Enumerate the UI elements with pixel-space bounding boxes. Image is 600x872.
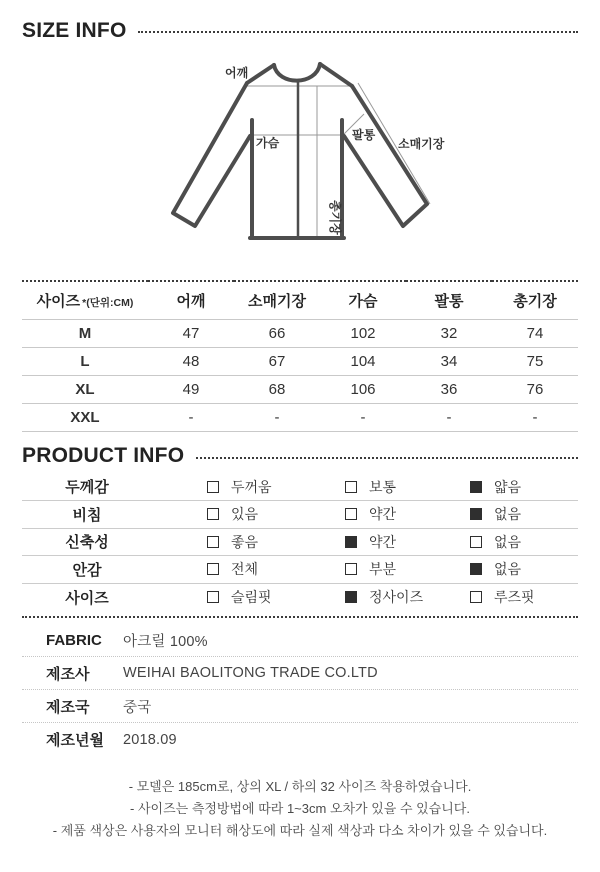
sleeve-length-label: 소매기장 [398,137,445,151]
product-info-row-label: 비침 [72,506,102,524]
size-value-cell: 34 [440,352,458,370]
product-info-option [290,477,415,497]
manufacture-value: 중국 [123,699,152,716]
checkbox-unchecked-icon [345,563,357,575]
product-info-row-label: 두께감 [65,479,109,497]
checkbox-checked-icon [470,563,482,575]
size-value-cell: 36 [440,380,458,398]
product-info-option [290,532,415,552]
product-info-option [415,504,578,524]
option-label: 약간 [369,533,397,550]
shoulder-label: 어깨 [225,66,249,80]
option-label: 두꺼움 [231,478,272,495]
option-label: 약간 [369,506,397,523]
size-value-cell: 66 [268,324,286,342]
unit-note: *(단위:CM) [82,296,134,309]
size-name-cell: XXL [70,408,100,426]
size-value-cell: - [360,408,366,426]
dotted-divider [138,31,578,33]
product-info-row [22,501,578,529]
option-label: 좋음 [231,533,259,550]
option-label: 없음 [494,561,522,578]
size-value-cell: 76 [526,380,544,398]
option-label: 보통 [369,478,397,495]
size-value-cell: 74 [526,324,544,342]
size-value-cell: 49 [182,380,200,398]
checkbox-unchecked-icon [207,536,219,548]
product-info-title: PRODUCT INFO [22,444,185,467]
product-info-option [152,559,290,579]
option-label: 슬림핏 [231,589,272,606]
checkbox-unchecked-icon [345,508,357,520]
size-value-cell: - [188,408,194,426]
column-header-chest: 가슴 [348,292,378,310]
size-info-header [22,16,578,45]
size-value-cell: - [532,408,538,426]
checkbox-checked-icon [470,508,482,520]
size-table-row [22,319,578,347]
checkbox-unchecked-icon [470,591,482,603]
size-header-text: 사이즈 [36,292,81,310]
manufacture-row [22,723,578,756]
dotted-divider [196,457,578,459]
product-info-row [22,556,578,584]
option-label: 있음 [231,506,259,523]
option-label: 정사이즈 [369,589,424,606]
size-value-cell: - [274,408,280,426]
option-label: 얇음 [494,478,522,495]
arm-width-label: 팔통 [352,128,376,142]
manufacture-row [22,624,578,657]
product-info-option [152,477,290,497]
checkbox-checked-icon [470,481,482,493]
product-info-option [152,587,290,607]
checkbox-checked-icon [345,591,357,603]
size-name-cell: L [80,352,90,370]
size-table [22,280,578,432]
size-table-row [22,403,578,431]
size-value-cell: - [446,408,452,426]
product-info-row-label: 사이즈 [65,589,109,607]
footer-notes [0,776,600,842]
option-label: 전체 [231,561,259,578]
size-name-cell: XL [75,380,95,398]
product-info-row [22,584,578,612]
size-value-cell: 67 [268,352,286,370]
checkbox-unchecked-icon [345,481,357,493]
jacket-diagram [150,50,480,280]
checkbox-checked-icon [345,536,357,548]
product-info-option [290,504,415,524]
size-value-cell: 102 [350,324,376,342]
manufacture-table [22,624,578,756]
option-label: 없음 [494,506,522,523]
column-header-total-length: 총기장 [513,292,557,310]
product-info-row [22,474,578,502]
size-value-cell: 32 [440,324,458,342]
size-value-cell: 48 [182,352,200,370]
size-value-cell: 104 [350,352,376,370]
product-info-option [415,477,578,497]
column-header-sleeve-length: 소매기장 [248,292,306,310]
checkbox-unchecked-icon [207,508,219,520]
checkbox-unchecked-icon [470,536,482,548]
size-table-body [22,319,578,431]
size-value-cell: 106 [350,380,376,398]
size-table-row [22,347,578,375]
manufacture-label: FABRIC [46,631,102,649]
manufacture-value: 2018.09 [123,731,177,748]
size-name-cell: M [78,324,92,342]
size-column-header [22,281,148,319]
product-info-option [415,559,578,579]
checkbox-unchecked-icon [207,591,219,603]
note-line: - 모델은 185cm로, 상의 XL / 하의 32 사이즈 착용하였습니다. [128,779,472,794]
manufacture-value: WEIHAI BAOLITONG TRADE CO.LTD [123,665,378,681]
product-info-row-label: 신축성 [65,534,109,552]
product-info-option [152,504,290,524]
size-info-title: SIZE INFO [22,18,127,42]
option-label: 부분 [369,561,397,578]
manufacture-row [22,657,578,690]
checkbox-unchecked-icon [207,481,219,493]
product-info-option [290,559,415,579]
note-line: - 제품 색상은 사용자의 모니터 해상도에 따라 실제 색상과 다소 차이가 있을 수 있습니다. [52,823,548,838]
manufacture-row [22,690,578,723]
manufacture-label: 제조국 [46,698,90,716]
product-info-option [290,587,424,607]
product-info-table [22,474,578,612]
product-info-option [152,532,290,552]
size-value-cell: 75 [526,352,544,370]
size-value-cell: 47 [182,324,200,342]
column-header-shoulder: 어깨 [176,292,206,310]
product-info-row-label: 안감 [72,561,102,579]
option-label: 루즈핏 [494,589,535,606]
size-table-header-row [22,281,578,319]
dotted-divider [22,616,578,618]
size-table-row [22,375,578,403]
chest-label: 가슴 [256,136,280,150]
product-info-header [22,442,578,471]
total-length-label: 총기장 [328,200,342,235]
size-value-cell: 68 [268,380,286,398]
product-info-option [415,532,578,552]
manufacture-label: 제조년월 [46,732,104,749]
checkbox-unchecked-icon [207,563,219,575]
product-info-row [22,529,578,557]
note-line: - 사이즈는 측정방법에 따라 1~3cm 오차가 있을 수 있습니다. [130,801,470,816]
product-info-option [415,587,578,607]
column-header-arm-width: 팔통 [434,292,464,310]
manufacture-value: 아크릴 100% [123,633,208,650]
option-label: 없음 [494,533,522,550]
jacket-outline [173,64,427,238]
manufacture-label: 제조사 [46,665,90,683]
